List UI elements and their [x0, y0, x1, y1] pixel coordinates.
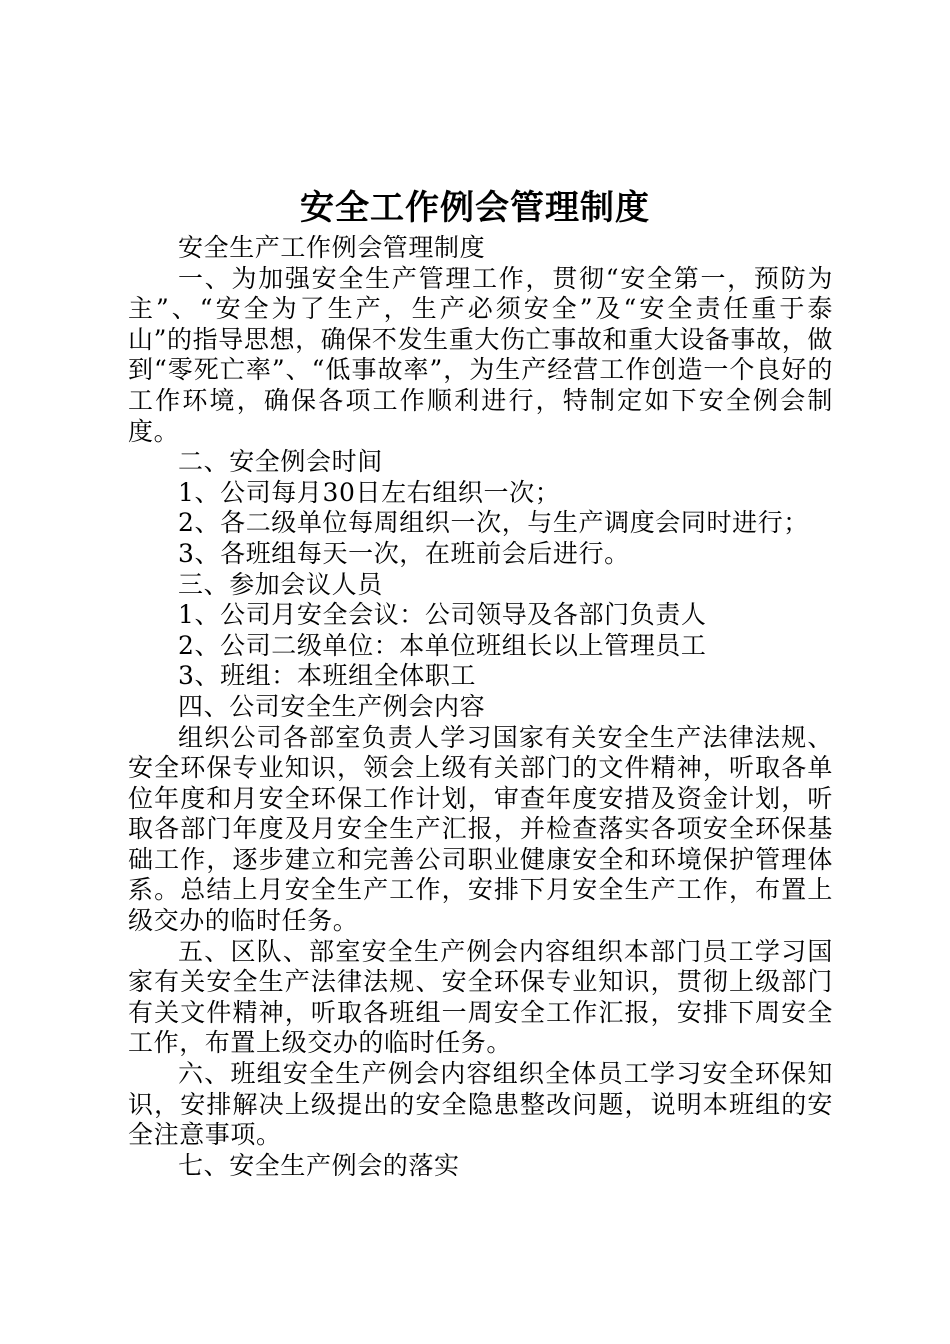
section-3-item-3: 3、班组：本班组全体职工	[178, 661, 477, 691]
subtitle-line: 安全生产工作例会管理制度	[178, 233, 486, 262]
section-3-item-2: 2、公司二级单位：本单位班组长以上管理员工	[178, 630, 707, 660]
section-3-heading: 三、参加会议人员	[178, 569, 383, 599]
section-5-paragraph: 五、区队、部室安全生产例会内容组织本部门员工学习国家有关安全生产法律法规、安全环保专业知识，贯彻上级部门有关文件精神，听取各班组一周安全工作汇报，安排下周安全工作，布置上级交办的临时任务。	[128, 936, 833, 1058]
section-6-paragraph: 六、班组安全生产例会内容组织全体员工学习安全环保知识，安排解决上级提出的安全隐患整改问题，说明本班组的安全注意事项。	[128, 1059, 833, 1150]
section-7-heading: 七、安全生产例会的落实	[178, 1150, 460, 1180]
section-2-item-3: 3、各班组每天一次，在班前会后进行。	[178, 538, 630, 568]
section-4-heading: 四、公司安全生产例会内容	[178, 691, 486, 721]
section-3-item-1: 1、公司月安全会议：公司领导及各部门负责人	[178, 600, 707, 630]
document-title: 安全工作例会管理制度	[300, 188, 650, 228]
section-2-item-2: 2、各二级单位每周组织一次，与生产调度会同时进行；	[178, 508, 809, 538]
section-2-heading: 二、安全例会时间	[178, 447, 383, 477]
section-4-paragraph: 组织公司各部室负责人学习国家有关安全生产法律法规、安全环保专业知识，领会上级有关部门的文件精神，听取各单位年度和月安全环保工作计划，审查年度安措及资金计划，听取各部门年度及月安全生产汇报，并检查落实各项安全环保基础工作，逐步建立和完善公司职业健康安全和环境保护管理体系。总结上月安全生产工作，安排下月安全生产工作，布置上级交办的临时任务。	[128, 722, 833, 936]
section-1-paragraph: 一、为加强安全生产管理工作，贯彻“安全第一，预防为主”、“安全为了生产，生产必须安全”及“安全责任重于泰山”的指导思想，确保不发生重大伤亡事故和重大设备事故，做到“零死亡率”、“低事故率”，为生产经营工作创造一个良好的工作环境，确保各项工作顺利进行，特制定如下安全例会制度。	[128, 263, 833, 446]
section-2-item-1: 1、公司每月30日左右组织一次；	[178, 477, 561, 507]
document-body	[128, 233, 833, 1181]
